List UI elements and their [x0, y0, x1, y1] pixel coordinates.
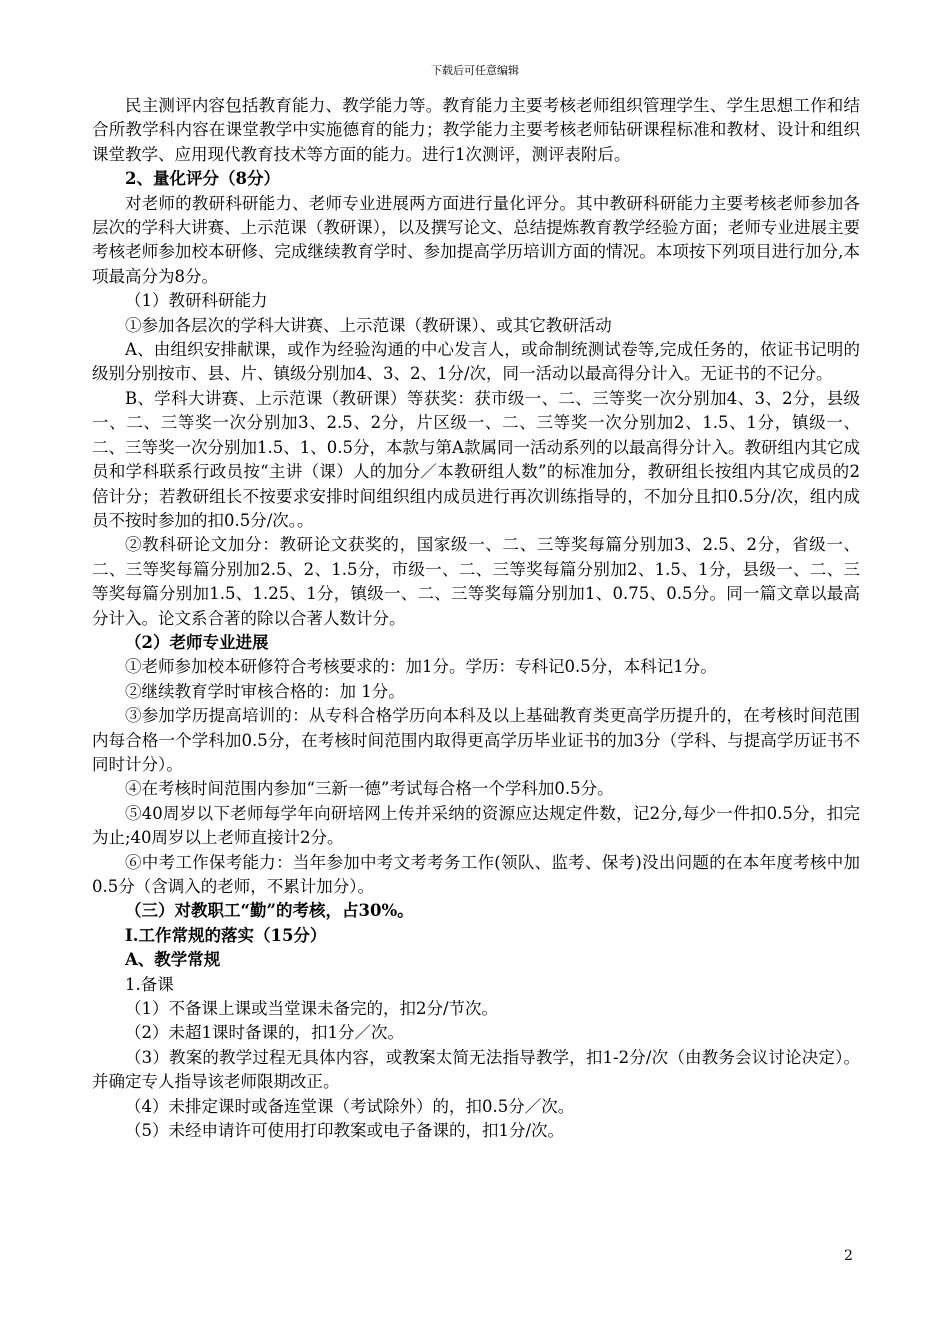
list-item: （1）不备课上课或当堂课未备完的，扣2分/节次。: [125, 999, 499, 1019]
paragraph: ⑤40周岁以下老师每学年向研培网上传并采纳的资源应达规定件数，记2分,每少一件扣0.5分，扣完为止;40周岁以上老师直接计2分。: [92, 803, 860, 848]
section-heading: （三）对教职工“勤”的考核，占30%。: [125, 901, 414, 921]
section-heading: A、教学常规: [125, 950, 221, 970]
page-header: 下载后可任意编辑: [431, 64, 519, 77]
section-heading: 2、量化评分（8分）: [125, 169, 280, 189]
paragraph: ②继续教育学时审核合格的：加 1分。: [125, 681, 405, 701]
paragraph: ①参加各层次的学科大讲赛、上示范课（教研课）、或其它教研活动: [125, 315, 612, 335]
section-heading: Ⅰ.工作常规的落实（15分）: [125, 925, 327, 945]
page-number: 2: [844, 1248, 853, 1264]
paragraph: ②教科研论文加分：教研论文获奖的，国家级一、二、三等奖每篇分别加3、2.5、2分，省级一、二、三等奖每篇分别加2.5、2、1.5分，市级一、二、三等奖每篇分别加2、1.5、1分，县级一、二、三等奖每篇分别加1.5、1.25、1分，镇级一、二、三等奖每篇分别加1、0.75、0.5分。同一篇文章以最高分计入。论文系合著的除以合著人数计分。: [92, 535, 860, 628]
paragraph: A、由组织安排献课，或作为经验沟通的中心发言人，或命制统测试卷等,完成任务的，依证书记明的级别分别按市、县、片、镇级分别加4、3、2、1分/次，同一活动以最高得分计入。无证书的不记分。: [92, 340, 860, 384]
list-item: （4）未排定课时或备连堂课（考试除外）的，扣0.5分／次。: [125, 1096, 575, 1116]
paragraph: ③参加学历提高培训的：从专科合格学历向本科及以上基础教育类更高学历提升的，在考核时间范围内每合格一个学科加0.5分，在考核时间范围内取得更高学历毕业证书的加3分（学科、与提高学历证书不同时计分）。: [92, 706, 860, 774]
list-item: （2）未超1课时备课的，扣1分／次。: [125, 1023, 404, 1043]
paragraph: 对老师的教研科研能力、老师专业进展两方面进行量化评分。其中教研科研能力主要考核老师参加各层次的学科大讲赛、上示范课（教研课），以及撰写论文、总结提炼教育教学经验方面；老师专业进展主要考核老师参加校本研修、完成继续教育学时、参加提高学历培训方面的情况。本项按下列项目进行加分,本项最高分为8分。: [92, 193, 860, 286]
paragraph: B、学科大讲赛、上示范课（教研课）等获奖：获市级一、二、三等奖一次分别加4、3、2分，县级一、二、三等奖一次分别加3、2.5、2分，片区级一、二、三等奖一次分别加2、1.5、1分，镇级一、二、三等奖一次分别加1.5、1、0.5分，本款与第A款属同一活动系列的以最高得分计入。教研组内其它成员和学科联系行政员按“主讲（课）人的加分／本教研组人数”的标准加分，教研组长按组内其它成员的2倍计分；若教研组长不按要求安排时间组织组内成员进行再次训练指导的，不加分且扣0.5分/次，组内成员不按时参加的扣0.5分/次。。: [92, 388, 860, 530]
subsection-heading: （2）老师专业进展: [125, 632, 269, 652]
subsection-heading: （1）教研科研能力: [125, 291, 268, 311]
list-item: （3）教案的教学过程无具体内容，或教案太简无法指导教学，扣1-2分/次（由教务会议讨论决定）。并确定专人指导该老师限期改正。: [92, 1047, 860, 1092]
document-body: [92, 94, 860, 1143]
paragraph: 民主测评内容包括教育能力、教学能力等。教育能力主要考核老师组织管理学生、学生思想工作和结合所教学科内容在课堂教学中实施德育的能力；教学能力主要考核老师钻研课程标准和教材、设计和组织课堂教学、应用现代教育技术等方面的能力。进行1次测评，测评表附后。: [92, 96, 860, 164]
paragraph: ④在考核时间范围内参加“三新一德”考试每合格一个学科加0.5分。: [125, 779, 614, 799]
list-item: 1.备课: [125, 974, 174, 994]
list-item: （5）未经申请许可使用打印教案或电子备课的，扣1分/次。: [125, 1121, 565, 1141]
paragraph: ⑥中考工作保考能力：当年参加中考文考考务工作(领队、监考、保考)没出问题的在本年度考核中加0.5分（含调入的老师，不累计加分）。: [92, 852, 860, 896]
paragraph: ①老师参加校本研修符合考核要求的：加1分。学历：专科记0.5分，本科记1分。: [125, 657, 717, 677]
